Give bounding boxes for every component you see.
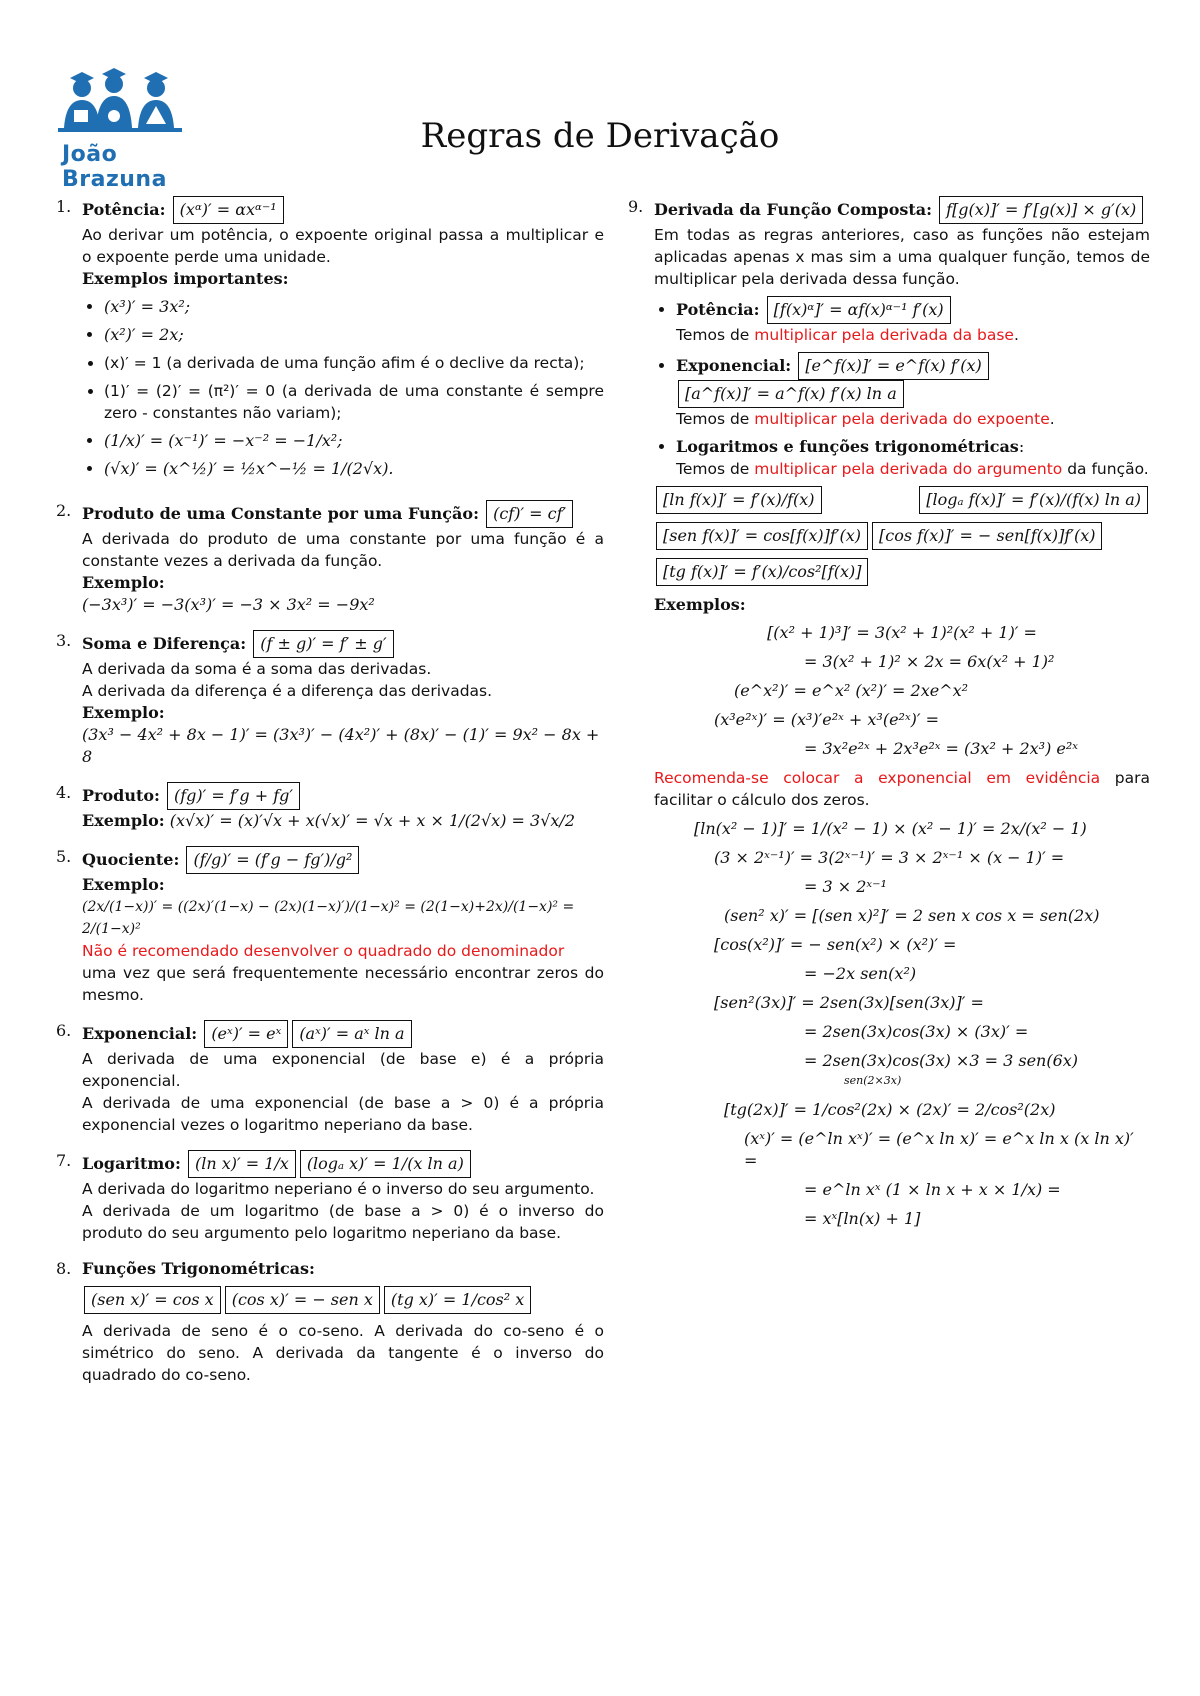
highlight-text: multiplicar pela derivada do argumento <box>754 460 1063 478</box>
formula-box: [e^f(x)]′ = e^f(x) f′(x) <box>798 352 988 380</box>
section-trigonometric <box>56 1258 604 1386</box>
example-equation: (xˣ)′ = (e^ln xˣ)′ = (e^x ln x)′ = e^x ln x (x ln x)′ = <box>744 1129 1134 1170</box>
section-text: uma vez que será frequentemente necessário encontrar zeros do mesmo. <box>82 964 604 1004</box>
item-text: Temos de <box>676 410 755 428</box>
list-item: • (√x)′ = (x^½)′ = ½x^−½ = 1/(2√x). <box>104 458 604 480</box>
formula-box: [logₐ f(x)]′ = f′(x)/(f(x) ln a) <box>919 486 1148 514</box>
section-subheading: Exemplo: <box>82 811 165 830</box>
list-item: • (x)′ = 1 (a derivada de uma função afim é o declive da recta); <box>104 352 604 374</box>
section-constant-product <box>56 500 604 616</box>
formula-box: (f ± g)′ = f′ ± g′ <box>253 630 393 658</box>
example-equation: = e^ln xˣ (1 × ln x + x × 1/x) = <box>804 1180 1061 1199</box>
item-heading: Potência: <box>676 300 760 319</box>
formula-box: (xᵅ)′ = αxᵅ⁻¹ <box>173 196 284 224</box>
section-exponential <box>56 1020 604 1136</box>
section-number: 2. <box>56 501 72 520</box>
examples-heading: Exemplos: <box>654 595 746 614</box>
formula-box: (cf)′ = cf′ <box>486 500 573 528</box>
example-equation: (x³e²ˣ)′ = (x³)′e²ˣ + x³(e²ˣ)′ = <box>714 710 939 729</box>
formula-box: (f/g)′ = (f′g − fg′)/g² <box>186 846 359 874</box>
logo-brand: João Brazuna <box>62 142 167 192</box>
section-number: 5. <box>56 847 72 866</box>
formula-box: (logₐ x)′ = 1/(x ln a) <box>300 1150 471 1178</box>
section-text: A derivada da soma é a soma das derivadas. <box>82 660 432 678</box>
item-text: da função. <box>1062 460 1149 478</box>
section-subheading: Exemplo: <box>82 573 165 592</box>
item-heading: Exponencial: <box>676 356 792 375</box>
section-text: A derivada do produto de uma constante por uma função é a constante vezes a derivada da função. <box>82 530 604 570</box>
section-heading: Potência: <box>82 200 166 219</box>
example-equation: (sen² x)′ = [(sen x)²]′ = 2 sen x cos x = sen(2x) <box>724 906 1100 925</box>
section-heading: Derivada da Função Composta: <box>654 200 933 219</box>
example-equation: (2x/(1−x))′ = ((2x)′(1−x) − (2x)(1−x)′)/(1−x)² = (2(1−x)+2x)/(1−x)² = 2/(1−x)² <box>82 899 575 937</box>
formula-box: (sen x)′ = cos x <box>84 1286 221 1314</box>
section-text: A derivada do logaritmo neperiano é o inverso do seu argumento. <box>82 1180 595 1198</box>
example-equation: (e^x²)′ = e^x² (x²)′ = 2xe^x² <box>734 681 969 700</box>
list-item: • (x²)′ = 2x; <box>104 324 604 346</box>
example-equation: [(x² + 1)³]′ = 3(x² + 1)²(x² + 1)′ = <box>767 623 1037 642</box>
formula-box: [tg f(x)]′ = f′(x)/cos²[f(x)] <box>656 558 868 586</box>
section-number: 1. <box>56 197 72 216</box>
example-equation: = 3 × 2ˣ⁻¹ <box>804 877 887 896</box>
list-item: • (x³)′ = 3x²; <box>104 296 604 318</box>
example-equation: [cos(x²)]′ = − sen(x²) × (x²)′ = <box>714 935 957 954</box>
formula-box: (fg)′ = f′g + fg′ <box>167 782 300 810</box>
section-text: A derivada de seno é o co-seno. A derivada do co-seno é o simétrico do seno. A derivada da tangente é o inverso do quadrado do co-seno. <box>82 1322 604 1384</box>
formula-box: (ln x)′ = 1/x <box>188 1150 296 1178</box>
page-title: Regras de Derivação <box>420 116 780 156</box>
section-heading: Funções Trigonométricas: <box>82 1259 315 1278</box>
formula-box: (cos x)′ = − sen x <box>225 1286 380 1314</box>
section-heading: Exponencial: <box>82 1024 198 1043</box>
highlight-text: multiplicar pela derivada da base <box>754 326 1014 344</box>
example-equation: [sen²(3x)]′ = 2sen(3x)[sen(3x)]′ = <box>714 993 984 1012</box>
section-heading: Quociente: <box>82 850 180 869</box>
formula-box: (aˣ)′ = aˣ ln a <box>292 1020 411 1048</box>
section-subheading: Exemplos importantes: <box>82 269 289 288</box>
warning-text: Não é recomendado desenvolver o quadrado do denominador <box>82 942 565 960</box>
section-product <box>56 782 604 832</box>
example-equation: = 2sen(3x)cos(3x) × (3x)′ = <box>804 1022 1029 1041</box>
item-text: Temos de <box>676 326 755 344</box>
example-equation: = 2sen(3x)cos(3x) ×3 = 3 sen(6x) <box>804 1051 1079 1070</box>
section-text: A derivada de uma exponencial (de base a > 0) é a própria exponencial vezes o logaritmo neperiano da base. <box>82 1094 604 1134</box>
underbrace-note: sen(2×3x) <box>844 1074 902 1087</box>
section-text: A derivada de uma exponencial (de base e) é a própria exponencial. <box>82 1050 604 1090</box>
list-item <box>676 352 1150 430</box>
left-column <box>56 196 604 1386</box>
formula-box: [f(x)ᵅ]′ = αf(x)ᵅ⁻¹ f′(x) <box>767 296 951 324</box>
example-equation: (3 × 2ˣ⁻¹)′ = 3(2ˣ⁻¹)′ = 3 × 2ˣ⁻¹ × (x − 1)′ = <box>714 848 1065 867</box>
item-heading: Logaritmos e funções trigonométricas <box>676 437 1019 456</box>
section-heading: Logaritmo: <box>82 1154 181 1173</box>
example-equation: = 3(x² + 1)² × 2x = 6x(x² + 1)² <box>804 652 1055 671</box>
section-number: 8. <box>56 1259 72 1278</box>
section-text: A derivada de um logaritmo (de base a > 0) é o inverso do produto do seu argumento pelo logaritmo neperiano da base. <box>82 1202 604 1242</box>
example-equation: [ln(x² − 1)]′ = 1/(x² − 1) × (x² − 1)′ = 2x/(x² − 1) <box>694 819 1087 838</box>
section-subheading: Exemplo: <box>82 875 165 894</box>
section-text: Ao derivar um potência, o expoente original passa a multiplicar e o expoente perde uma unidade. <box>82 226 604 266</box>
section-number: 6. <box>56 1021 72 1040</box>
highlight-text: Recomenda-se colocar a exponencial em evidência <box>654 769 1101 787</box>
chain-rule-list <box>654 296 1150 480</box>
formula-box: [ln f(x)]′ = f′(x)/f(x) <box>656 486 822 514</box>
section-heading: Produto de uma Constante por uma Função: <box>82 504 479 523</box>
formula-box: [a^f(x)]′ = a^f(x) f′(x) ln a <box>678 380 904 408</box>
right-column <box>628 196 1150 1237</box>
section-quotient <box>56 846 604 1006</box>
list-item <box>676 436 1150 480</box>
section-number: 9. <box>628 197 644 216</box>
example-equation: = xˣ[ln(x) + 1] <box>804 1209 921 1228</box>
section-power <box>56 196 604 480</box>
section-number: 3. <box>56 631 72 650</box>
examples-list <box>82 296 604 480</box>
example-equation: = 3x²e²ˣ + 2x³e²ˣ = (3x² + 2x³) e²ˣ <box>804 739 1078 758</box>
example-equation: (3x³ − 4x² + 8x − 1)′ = (3x³)′ − (4x²)′ + (8x)′ − (1)′ = 9x² − 8x + 8 <box>82 725 600 766</box>
formula-box: (eˣ)′ = eˣ <box>204 1020 288 1048</box>
section-subheading: Exemplo: <box>82 703 165 722</box>
recommendation-text: para facilitar o cálculo dos zeros. <box>654 769 1151 809</box>
formula-box: [sen f(x)]′ = cos[f(x)]f′(x) <box>656 522 868 550</box>
example-equation: (−3x³)′ = −3(x³)′ = −3 × 3x² = −9x² <box>82 595 375 614</box>
section-chain-rule <box>628 196 1150 1230</box>
section-sum-difference <box>56 630 604 768</box>
section-text: Em todas as regras anteriores, caso as funções não estejam aplicadas apenas x mas sim a uma qualquer função, temos de multiplicar pela derivada dessa função. <box>654 226 1150 288</box>
item-text: Temos de <box>676 460 755 478</box>
formula-box: [cos f(x)]′ = − sen[f(x)]f′(x) <box>872 522 1102 550</box>
example-equation: = −2x sen(x²) <box>804 964 917 983</box>
item-text: . <box>1013 326 1019 344</box>
formula-box: (tg x)′ = 1/cos² x <box>384 1286 531 1314</box>
list-item: • (1)′ = (2)′ = (π²)′ = 0 (a derivada de uma constante é sempre zero - constantes não variam); <box>104 380 604 424</box>
section-heading: Produto: <box>82 786 160 805</box>
section-logarithm <box>56 1150 604 1244</box>
section-heading: Soma e Diferença: <box>82 634 247 653</box>
section-number: 4. <box>56 783 72 802</box>
section-text: A derivada da diferença é a diferença das derivadas. <box>82 682 493 700</box>
example-equation: [tg(2x)]′ = 1/cos²(2x) × (2x)′ = 2/cos²(2x) <box>724 1100 1056 1119</box>
formula-box: f[g(x)]′ = f′[g(x)] × g′(x) <box>939 196 1143 224</box>
example-equation: (x√x)′ = (x)′√x + x(√x)′ = √x + x × 1/(2√x) = 3√x/2 <box>169 811 575 830</box>
section-number: 7. <box>56 1151 72 1170</box>
item-text: . <box>1049 410 1055 428</box>
list-item: • (1/x)′ = (x⁻¹)′ = −x⁻² = −1/x²; <box>104 430 604 452</box>
highlight-text: multiplicar pela derivada do expoente <box>754 410 1050 428</box>
item-heading-colon: : <box>1018 437 1025 456</box>
list-item <box>676 296 1150 346</box>
